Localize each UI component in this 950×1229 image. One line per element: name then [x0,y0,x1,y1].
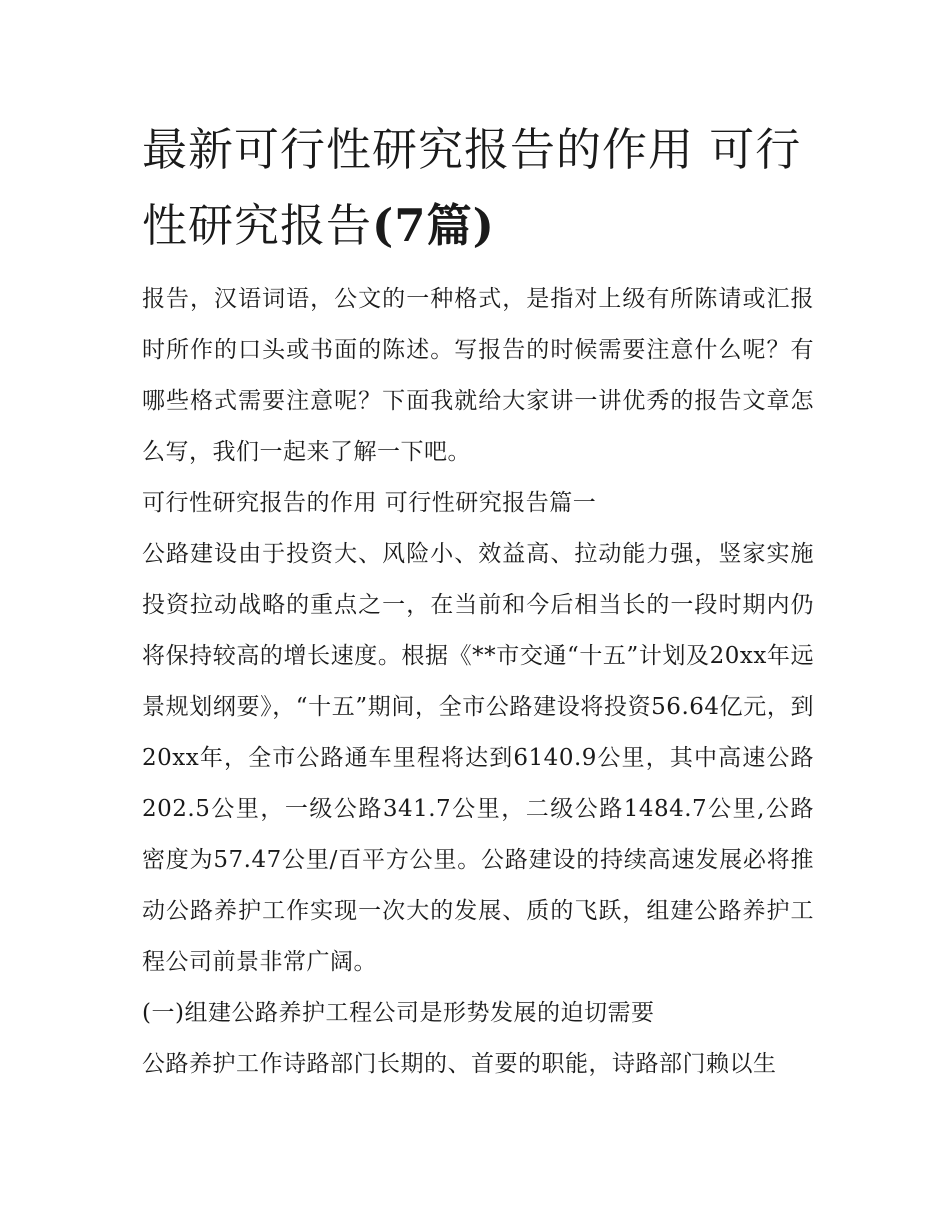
section-heading: 可行性研究报告的作用 可行性研究报告篇一 [142,490,597,516]
intro-paragraph: 报告，汉语词语，公文的一种格式，是指对上级有所陈请或汇报时所作的口头或书面的陈述。写报告的时候需要注意什么呢？有哪些格式需要注意呢？下面我就给大家讲一讲优秀的报告文章怎么写，我们一起来了解一下吧。 [142,286,814,465]
document-title [142,112,814,264]
body-paragraph-2: 公路养护工作诗路部门长期的、首要的职能，诗路部门赖以生 [142,1051,777,1077]
title-suffix: (7篇) [372,199,495,252]
title-main: 最新可行性研究报告的作用 可行性研究报告 [142,123,802,252]
body-paragraph-1: 公路建设由于投资大、风险小、效益高、拉动能力强，竖家实施投资拉动战略的重点之一，在当前和今后相当长的一段时期内仍将保持较高的增长速度。根据《**市交通“十五”计划及20xx年远景规划纲要》，“十五”期间，全市公路建设将投资56.64亿元，到20xx年，全市公路通车里程将达到6140.9公里，其中高速公路202.5公里，一级公路341.7公里，二级公路1484.7公里,公路密度为57.47公里/百平方公里。公路建设的持续高速发展必将推动公路养护工作实现一次大的发展、质的飞跃，组建公路养护工程公司前景非常广阔。 [142,541,814,975]
subheading-1: (一)组建公路养护工程公司是形势发展的迫切需要 [142,1000,655,1026]
document-page [142,112,814,1090]
